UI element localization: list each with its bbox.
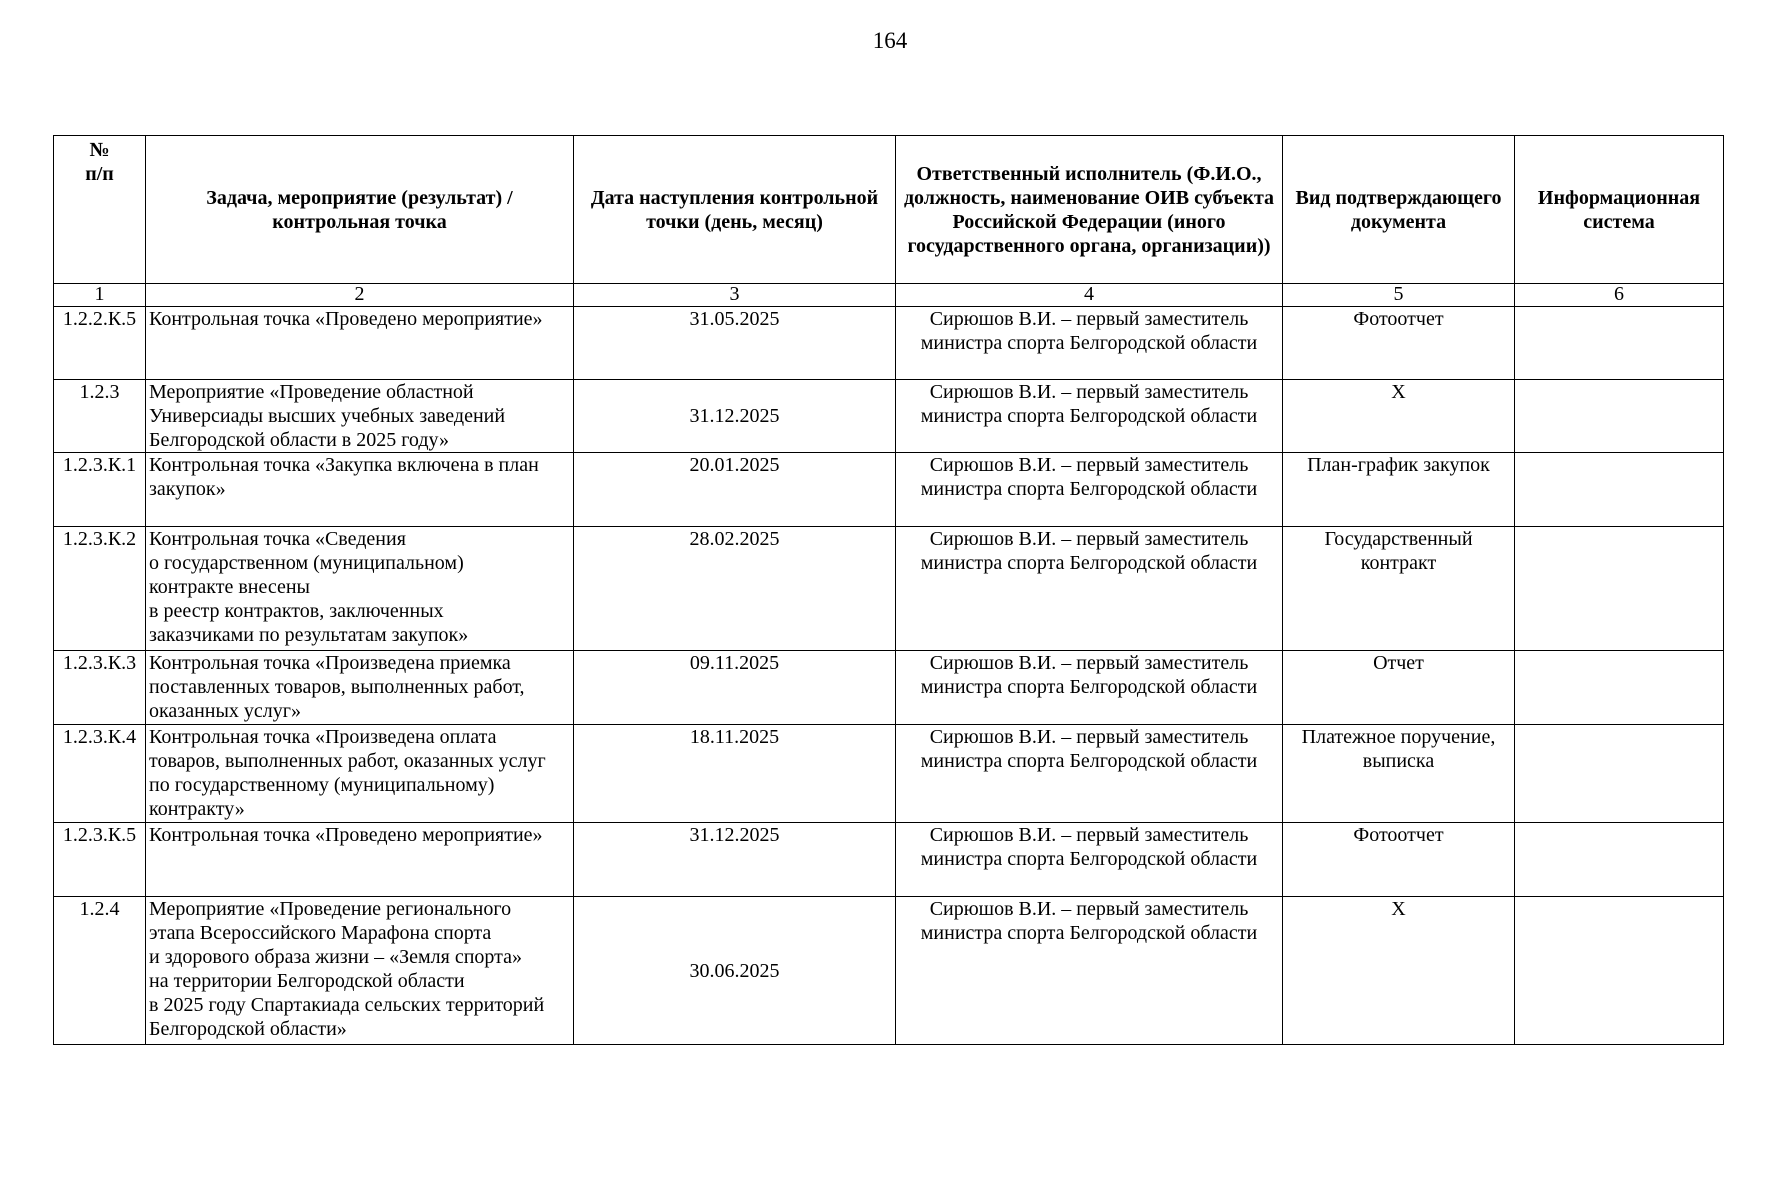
table-row (54, 453, 1724, 527)
row-document: Х (1283, 380, 1515, 453)
row-executor: Сирюшов В.И. – первый заместитель министра спорта Белгородской области (896, 307, 1283, 380)
row-system (1515, 823, 1724, 897)
row-executor: Сирюшов В.И. – первый заместитель министра спорта Белгородской области (896, 823, 1283, 897)
row-document: Отчет (1283, 651, 1515, 725)
row-date: 18.11.2025 (574, 725, 896, 823)
row-task: Мероприятие «Проведение областной Универсиады высших учебных заведений Белгородской области в 2025 году» (146, 380, 574, 453)
row-number: 1.2.3.К.4 (54, 725, 146, 823)
row-system (1515, 651, 1724, 725)
column-number: 5 (1283, 284, 1515, 307)
row-date: 20.01.2025 (574, 453, 896, 527)
row-number: 1.2.3.К.3 (54, 651, 146, 725)
row-date: 30.06.2025 (574, 897, 896, 1045)
row-executor: Сирюшов В.И. – первый заместитель министра спорта Белгородской области (896, 651, 1283, 725)
row-date: 31.05.2025 (574, 307, 896, 380)
row-executor: Сирюшов В.И. – первый заместитель министра спорта Белгородской области (896, 897, 1283, 1045)
page-number: 164 (872, 28, 908, 53)
row-task: Контрольная точка «Проведено мероприятие» (146, 307, 574, 380)
row-task: Контрольная точка «Произведена приемка поставленных товаров, выполненных работ, оказанных услуг» (146, 651, 574, 725)
column-number: 3 (574, 284, 896, 307)
column-number: 2 (146, 284, 574, 307)
header-number: № п/п (54, 136, 146, 284)
header-row (54, 136, 1724, 284)
header-task: Задача, мероприятие (результат) / контрольная точка (146, 136, 574, 284)
row-task: Контрольная точка «Закупка включена в план закупок» (146, 453, 574, 527)
row-number: 1.2.3.К.1 (54, 453, 146, 527)
row-document: Фотоотчет (1283, 307, 1515, 380)
row-task: Контрольная точка «Сведения о государственном (муниципальном) контракте внесены в реестр контрактов, заключенных заказчиками по результатам закупок» (146, 527, 574, 651)
row-executor: Сирюшов В.И. – первый заместитель министра спорта Белгородской области (896, 527, 1283, 651)
row-number: 1.2.3.К.5 (54, 823, 146, 897)
row-task: Контрольная точка «Произведена оплата товаров, выполненных работ, оказанных услуг по государственному (муниципальному) контракту» (146, 725, 574, 823)
row-system (1515, 897, 1724, 1045)
row-document: Государственный контракт (1283, 527, 1515, 651)
row-task: Мероприятие «Проведение регионального этапа Всероссийского Марафона спорта и здорового образа жизни – «Земля спорта» на территории Белгородской области в 2025 году Спартакиада сельских территорий Белгородской области» (146, 897, 574, 1045)
table-row (54, 380, 1724, 453)
row-date: 09.11.2025 (574, 651, 896, 725)
row-number: 1.2.4 (54, 897, 146, 1045)
table-row (54, 651, 1724, 725)
header-system: Информационная система (1515, 136, 1724, 284)
row-executor: Сирюшов В.И. – первый заместитель министра спорта Белгородской области (896, 453, 1283, 527)
column-number: 4 (896, 284, 1283, 307)
row-document: Фотоотчет (1283, 823, 1515, 897)
table-row (54, 897, 1724, 1045)
column-number: 1 (54, 284, 146, 307)
row-system (1515, 307, 1724, 380)
row-system (1515, 453, 1724, 527)
column-number: 6 (1515, 284, 1724, 307)
row-date: 31.12.2025 (574, 380, 896, 453)
row-executor: Сирюшов В.И. – первый заместитель министра спорта Белгородской области (896, 725, 1283, 823)
table-row (54, 725, 1724, 823)
header-executor: Ответственный исполнитель (Ф.И.О., должность, наименование ОИВ субъекта Российской Федерации (иного государственного органа, организации)) (896, 136, 1283, 284)
table-row (54, 527, 1724, 651)
row-number: 1.2.2.К.5 (54, 307, 146, 380)
header-document: Вид подтверждающего документа (1283, 136, 1515, 284)
row-document: Платежное поручение, выписка (1283, 725, 1515, 823)
row-system (1515, 380, 1724, 453)
row-executor: Сирюшов В.И. – первый заместитель министра спорта Белгородской области (896, 380, 1283, 453)
row-document: Х (1283, 897, 1515, 1045)
row-system (1515, 725, 1724, 823)
row-date: 31.12.2025 (574, 823, 896, 897)
row-document: План-график закупок (1283, 453, 1515, 527)
row-number: 1.2.3 (54, 380, 146, 453)
column-number-row (54, 284, 1724, 307)
row-system (1515, 527, 1724, 651)
header-date: Дата наступления контрольной точки (день, месяц) (574, 136, 896, 284)
row-number: 1.2.3.К.2 (54, 527, 146, 651)
row-task: Контрольная точка «Проведено мероприятие» (146, 823, 574, 897)
table-row (54, 307, 1724, 380)
row-date: 28.02.2025 (574, 527, 896, 651)
control-points-table (53, 135, 1724, 1045)
table-row (54, 823, 1724, 897)
